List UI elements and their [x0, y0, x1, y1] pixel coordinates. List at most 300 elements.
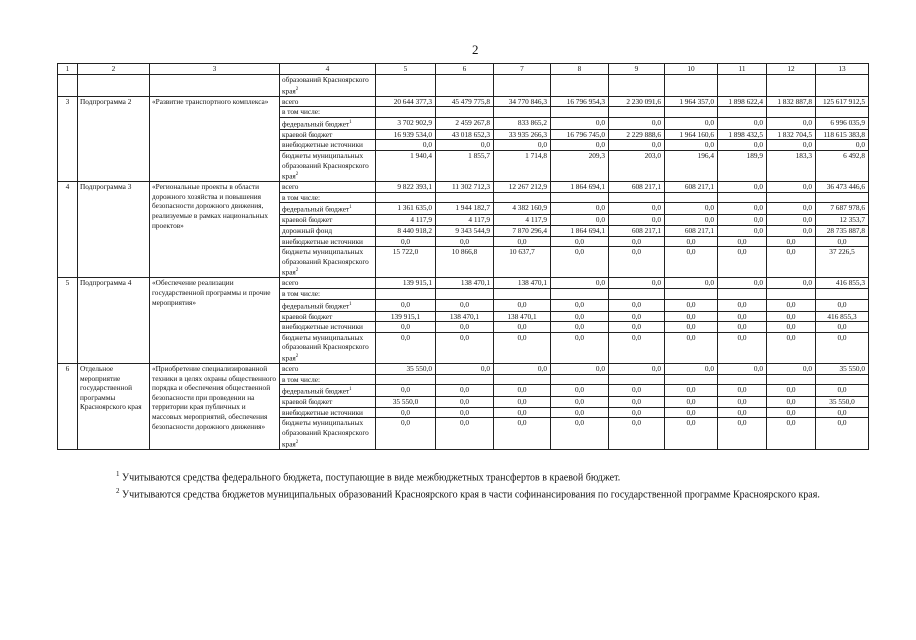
value-cell: 608 217,1 [665, 182, 718, 193]
table-row [58, 363, 869, 374]
value-cell: 0,0 [551, 363, 609, 374]
value-cell: 0,0 [376, 140, 436, 151]
source-cell [280, 322, 376, 333]
value-cell [609, 288, 665, 299]
value-cell: 16 939 534,0 [376, 129, 436, 140]
value-cell: 0,0 [376, 299, 436, 311]
source-label: в том числе: [282, 288, 321, 298]
row-title: «Обеспечение реализации государственной программы и прочие мероприятия» [150, 278, 280, 364]
value-cell [718, 107, 767, 118]
header-cell: 12 [767, 64, 816, 75]
table-row [58, 278, 869, 289]
value-cell: 0,0 [816, 418, 869, 449]
value-cell: 0,0 [767, 278, 816, 289]
row-number: 4 [58, 182, 78, 278]
source-label: внебюджетные источники [282, 322, 363, 332]
value-cell: 0,0 [718, 226, 767, 237]
source-cell [280, 107, 376, 118]
header-cell: 2 [78, 64, 150, 75]
value-cell: 0,0 [551, 299, 609, 311]
value-cell: 0,0 [494, 397, 551, 408]
value-cell [665, 374, 718, 385]
value-cell [376, 192, 436, 203]
header-cell: 5 [376, 64, 436, 75]
value-cell: 10 866,8 [436, 247, 494, 278]
value-cell [767, 288, 816, 299]
row-title: «Региональные проекты в области дорожного хозяйства и повышения безопасности дорожного движения, реализуемые в рамках национальных проектов» [150, 182, 280, 278]
value-cell: 138 470,1 [494, 311, 551, 322]
value-cell: 1 855,7 [436, 151, 494, 182]
source-cell [280, 363, 376, 374]
value-cell: 0,0 [494, 322, 551, 333]
header-cell: 7 [494, 64, 551, 75]
header-cell: 3 [150, 64, 280, 75]
source-label: краевой бюджет [282, 215, 333, 225]
value-cell: 20 644 377,3 [376, 96, 436, 107]
value-cell: 0,0 [494, 236, 551, 247]
value-cell: 0,0 [609, 418, 665, 449]
value-cell: 0,0 [436, 322, 494, 333]
header-cell: 1 [58, 64, 78, 75]
value-cell [551, 288, 609, 299]
value-cell [376, 374, 436, 385]
value-cell: 0,0 [665, 311, 718, 322]
source-cell [280, 75, 376, 97]
value-cell: 12 267 212,9 [494, 182, 551, 193]
value-cell: 0,0 [665, 247, 718, 278]
source-cell [280, 288, 376, 299]
value-cell: 0,0 [436, 385, 494, 397]
value-cell: 0,0 [816, 140, 869, 151]
value-cell: 0,0 [609, 363, 665, 374]
value-cell [767, 75, 816, 97]
value-cell: 138 470,1 [436, 311, 494, 322]
value-cell: 0,0 [376, 332, 436, 363]
value-cell [816, 192, 869, 203]
value-cell: 0,0 [767, 182, 816, 193]
value-cell: 0,0 [551, 236, 609, 247]
value-cell: 1 964 160,6 [665, 129, 718, 140]
value-cell: 35 550,0 [376, 397, 436, 408]
budget-table [57, 63, 869, 450]
value-cell [551, 192, 609, 203]
value-cell: 0,0 [718, 407, 767, 418]
value-cell: 0,0 [767, 299, 816, 311]
value-cell: 0,0 [665, 215, 718, 226]
value-cell: 37 226,5 [816, 247, 869, 278]
source-cell [280, 117, 376, 129]
value-cell: 0,0 [665, 332, 718, 363]
source-cell [280, 182, 376, 193]
source-cell [280, 332, 376, 363]
source-label: всего [282, 363, 299, 373]
value-cell: 0,0 [494, 332, 551, 363]
header-cell: 13 [816, 64, 869, 75]
row-name: Подпрограмма 2 [78, 96, 150, 182]
row-number: 5 [58, 278, 78, 364]
value-cell: 0,0 [551, 397, 609, 408]
source-label: всего [282, 182, 299, 192]
source-label: образований Красноярского края [282, 75, 369, 96]
value-cell: 0,0 [494, 363, 551, 374]
value-cell [718, 288, 767, 299]
source-cell [280, 407, 376, 418]
value-cell: 3 702 902,9 [376, 117, 436, 129]
table-row [58, 96, 869, 107]
row-number: 6 [58, 363, 78, 449]
value-cell: 0,0 [767, 418, 816, 449]
value-cell: 0,0 [436, 418, 494, 449]
source-label: внебюджетные источники [282, 236, 363, 246]
value-cell: 0,0 [436, 140, 494, 151]
row-title: «Развитие транспортного комплекса» [150, 96, 280, 182]
value-cell: 0,0 [609, 407, 665, 418]
value-cell: 1 898 622,4 [718, 96, 767, 107]
source-label: бюджеты муниципальных образований Красноярского края [282, 247, 369, 277]
value-cell: 0,0 [609, 278, 665, 289]
source-cell [280, 215, 376, 226]
value-cell: 416 855,3 [816, 311, 869, 322]
value-cell: 0,0 [816, 385, 869, 397]
value-cell: 0,0 [609, 385, 665, 397]
value-cell: 0,0 [551, 215, 609, 226]
value-cell [816, 107, 869, 118]
value-cell: 4 117,9 [494, 215, 551, 226]
value-cell: 196,4 [665, 151, 718, 182]
source-cell [280, 140, 376, 151]
table-row [58, 182, 869, 193]
footnote-1: $^1$ Учитываются средства федерального бюджета, поступающие в виде межбюджетных трансфертов в краевой бюджет. [116, 470, 621, 484]
value-cell [494, 288, 551, 299]
value-cell [609, 374, 665, 385]
value-cell: 0,0 [609, 322, 665, 333]
value-cell [494, 192, 551, 203]
source-label: бюджеты муниципальных образований Красноярского края [282, 418, 369, 448]
footnote-mark: 2 [295, 353, 299, 359]
value-cell: 36 473 446,6 [816, 182, 869, 193]
footnote-mark: 1 [349, 205, 352, 211]
header-cell: 4 [280, 64, 376, 75]
value-cell: 0,0 [665, 140, 718, 151]
footnote-mark: 1 [349, 387, 352, 393]
source-cell [280, 418, 376, 449]
value-cell: 0,0 [718, 397, 767, 408]
row-title: «Приобретение специализированной техники в целях охраны общественного порядка и обеспечения общественной безопасности при проведении на территории края публичных и массовых мероприятий, обеспечения безопасности дорожного движения» [150, 363, 280, 449]
footnote-mark: 2 [295, 268, 299, 274]
value-cell [665, 192, 718, 203]
row-name: Отдельное мероприятие государственной программы Красноярского края [78, 363, 150, 449]
footnote-mark: 1 [349, 119, 352, 125]
value-cell: 0,0 [767, 322, 816, 333]
value-cell [551, 107, 609, 118]
value-cell: 4 382 160,9 [494, 203, 551, 215]
value-cell: 16 796 954,3 [551, 96, 609, 107]
value-cell: 35 550,0 [816, 363, 869, 374]
source-cell [280, 236, 376, 247]
value-cell [551, 374, 609, 385]
value-cell [494, 75, 551, 97]
value-cell: 0,0 [767, 117, 816, 129]
source-cell [280, 151, 376, 182]
page-number: 2 [472, 42, 479, 57]
value-cell: 0,0 [767, 397, 816, 408]
budget-table-body [58, 64, 869, 450]
source-label: в том числе: [282, 107, 321, 117]
value-cell: 0,0 [436, 332, 494, 363]
value-cell: 0,0 [665, 385, 718, 397]
value-cell: 0,0 [436, 299, 494, 311]
value-cell [436, 192, 494, 203]
value-cell [816, 374, 869, 385]
value-cell: 0,0 [609, 332, 665, 363]
value-cell: 6 492,8 [816, 151, 869, 182]
value-cell [609, 75, 665, 97]
source-cell [280, 96, 376, 107]
value-cell: 139 915,1 [376, 278, 436, 289]
footnote-mark: 2 [295, 439, 299, 445]
value-cell: 0,0 [665, 299, 718, 311]
value-cell [376, 75, 436, 97]
value-cell [665, 288, 718, 299]
value-cell [718, 192, 767, 203]
value-cell: 35 550,0 [376, 363, 436, 374]
value-cell: 34 770 846,3 [494, 96, 551, 107]
source-cell [280, 129, 376, 140]
value-cell: 16 796 745,0 [551, 129, 609, 140]
value-cell: 0,0 [665, 117, 718, 129]
value-cell [816, 75, 869, 97]
source-label: внебюджетные источники [282, 140, 363, 150]
value-cell: 0,0 [767, 407, 816, 418]
value-cell: 2 229 888,6 [609, 129, 665, 140]
value-cell: 0,0 [718, 203, 767, 215]
value-cell [436, 75, 494, 97]
value-cell: 9 822 393,1 [376, 182, 436, 193]
source-label: дорожный фонд [282, 226, 333, 235]
value-cell: 0,0 [767, 311, 816, 322]
value-cell: 0,0 [494, 140, 551, 151]
source-label: краевой бюджет [282, 129, 333, 139]
source-label: федеральный бюджет [282, 204, 350, 214]
value-cell: 608 217,1 [609, 226, 665, 237]
value-cell: 0,0 [718, 278, 767, 289]
value-cell: 0,0 [609, 203, 665, 215]
value-cell [494, 107, 551, 118]
value-cell: 0,0 [436, 236, 494, 247]
value-cell [376, 107, 436, 118]
value-cell: 416 855,3 [816, 278, 869, 289]
value-cell: 0,0 [376, 407, 436, 418]
value-cell: 0,0 [494, 385, 551, 397]
header-cell: 11 [718, 64, 767, 75]
source-cell [280, 385, 376, 397]
value-cell: 0,0 [609, 140, 665, 151]
header-cell: 9 [609, 64, 665, 75]
row-name: Подпрограмма 3 [78, 182, 150, 278]
value-cell: 0,0 [609, 215, 665, 226]
header-cell: 8 [551, 64, 609, 75]
value-cell: 0,0 [551, 332, 609, 363]
header-cell: 10 [665, 64, 718, 75]
footnote-mark: 2 [295, 86, 299, 92]
value-cell: 0,0 [609, 236, 665, 247]
source-cell [280, 226, 376, 237]
source-cell [280, 397, 376, 408]
value-cell [494, 374, 551, 385]
value-cell: 0,0 [767, 140, 816, 151]
value-cell: 0,0 [816, 236, 869, 247]
source-label: всего [282, 278, 299, 288]
value-cell: 0,0 [551, 407, 609, 418]
value-cell: 0,0 [718, 311, 767, 322]
value-cell: 0,0 [609, 247, 665, 278]
value-cell: 0,0 [494, 418, 551, 449]
source-cell [280, 311, 376, 322]
value-cell [718, 374, 767, 385]
source-cell [280, 299, 376, 311]
source-cell [280, 374, 376, 385]
header-row [58, 64, 869, 75]
value-cell: 9 343 544,9 [436, 226, 494, 237]
value-cell: 4 117,9 [436, 215, 494, 226]
value-cell: 138 470,1 [494, 278, 551, 289]
value-cell: 2 459 267,8 [436, 117, 494, 129]
header-cell: 6 [436, 64, 494, 75]
value-cell: 2 230 091,6 [609, 96, 665, 107]
value-cell: 0,0 [767, 363, 816, 374]
source-cell [280, 247, 376, 278]
footnote-2: $^2$ Учитываются средства бюджетов муниципальных образований Красноярского края в части софинансирования по государственной программе Красноярского края. [116, 486, 820, 501]
value-cell: 7 870 296,4 [494, 226, 551, 237]
source-label: федеральный бюджет [282, 386, 350, 396]
value-cell: 0,0 [816, 299, 869, 311]
source-label: краевой бюджет [282, 311, 333, 321]
value-cell: 1 964 357,0 [665, 96, 718, 107]
value-cell: 0,0 [767, 247, 816, 278]
value-cell [551, 75, 609, 97]
value-cell: 0,0 [665, 363, 718, 374]
value-cell: 0,0 [551, 140, 609, 151]
value-cell: 0,0 [665, 418, 718, 449]
value-cell: 43 018 652,3 [436, 129, 494, 140]
value-cell: 0,0 [665, 322, 718, 333]
value-cell: 0,0 [718, 247, 767, 278]
value-cell: 0,0 [551, 418, 609, 449]
value-cell: 209,3 [551, 151, 609, 182]
continuation-row [58, 75, 869, 97]
value-cell: 15 722,0 [376, 247, 436, 278]
value-cell: 1 864 694,1 [551, 182, 609, 193]
value-cell: 1 714,8 [494, 151, 551, 182]
value-cell: 0,0 [816, 407, 869, 418]
value-cell: 4 117,9 [376, 215, 436, 226]
row-name: Подпрограмма 4 [78, 278, 150, 364]
value-cell: 0,0 [665, 407, 718, 418]
row-title-cell [150, 75, 280, 97]
value-cell [816, 288, 869, 299]
value-cell: 0,0 [376, 236, 436, 247]
value-cell: 33 935 266,3 [494, 129, 551, 140]
source-label: бюджеты муниципальных образований Красноярского края [282, 332, 369, 363]
value-cell [767, 107, 816, 118]
value-cell [665, 107, 718, 118]
value-cell: 0,0 [609, 117, 665, 129]
value-cell: 0,0 [436, 397, 494, 408]
source-label: в том числе: [282, 192, 321, 202]
footnote-mark: 1 [349, 301, 352, 307]
value-cell: 0,0 [665, 236, 718, 247]
value-cell [436, 374, 494, 385]
source-label: всего [282, 96, 299, 106]
value-cell [767, 374, 816, 385]
value-cell: 0,0 [551, 203, 609, 215]
value-cell [609, 192, 665, 203]
value-cell: 0,0 [551, 278, 609, 289]
value-cell: 10 637,7 [494, 247, 551, 278]
value-cell: 0,0 [609, 299, 665, 311]
value-cell: 0,0 [767, 236, 816, 247]
value-cell: 0,0 [551, 311, 609, 322]
source-cell [280, 278, 376, 289]
value-cell: 12 353,7 [816, 215, 869, 226]
value-cell [436, 288, 494, 299]
source-label: бюджеты муниципальных образований Красноярского края [282, 151, 369, 181]
value-cell: 1 898 432,5 [718, 129, 767, 140]
value-cell [665, 75, 718, 97]
value-cell: 1 361 635,0 [376, 203, 436, 215]
value-cell [718, 75, 767, 97]
value-cell: 0,0 [718, 418, 767, 449]
value-cell: 0,0 [376, 322, 436, 333]
value-cell: 189,9 [718, 151, 767, 182]
value-cell: 1 944 182,7 [436, 203, 494, 215]
value-cell: 138 470,1 [436, 278, 494, 289]
value-cell: 0,0 [816, 332, 869, 363]
value-cell: 125 617 912,5 [816, 96, 869, 107]
value-cell: 0,0 [718, 332, 767, 363]
value-cell: 28 735 887,8 [816, 226, 869, 237]
value-cell: 1 832 704,5 [767, 129, 816, 140]
source-cell [280, 203, 376, 215]
row-number-cell [58, 75, 78, 97]
value-cell: 0,0 [551, 117, 609, 129]
value-cell: 1 864 694,1 [551, 226, 609, 237]
value-cell: 0,0 [718, 140, 767, 151]
value-cell: 139 915,1 [376, 311, 436, 322]
value-cell: 833 865,2 [494, 117, 551, 129]
value-cell: 1 832 887,8 [767, 96, 816, 107]
value-cell: 203,0 [609, 151, 665, 182]
value-cell: 0,0 [436, 363, 494, 374]
value-cell: 0,0 [767, 215, 816, 226]
source-cell [280, 192, 376, 203]
value-cell: 0,0 [816, 322, 869, 333]
value-cell: 0,0 [718, 385, 767, 397]
footnotes [76, 468, 876, 502]
value-cell: 0,0 [609, 311, 665, 322]
source-label: федеральный бюджет [282, 119, 350, 129]
value-cell: 0,0 [718, 299, 767, 311]
value-cell: 608 217,1 [609, 182, 665, 193]
value-cell: 183,3 [767, 151, 816, 182]
value-cell: 7 687 978,6 [816, 203, 869, 215]
value-cell: 11 302 712,3 [436, 182, 494, 193]
source-label: внебюджетные источники [282, 407, 363, 417]
value-cell [376, 288, 436, 299]
source-label: краевой бюджет [282, 397, 333, 407]
value-cell: 1 940,4 [376, 151, 436, 182]
value-cell: 0,0 [718, 363, 767, 374]
